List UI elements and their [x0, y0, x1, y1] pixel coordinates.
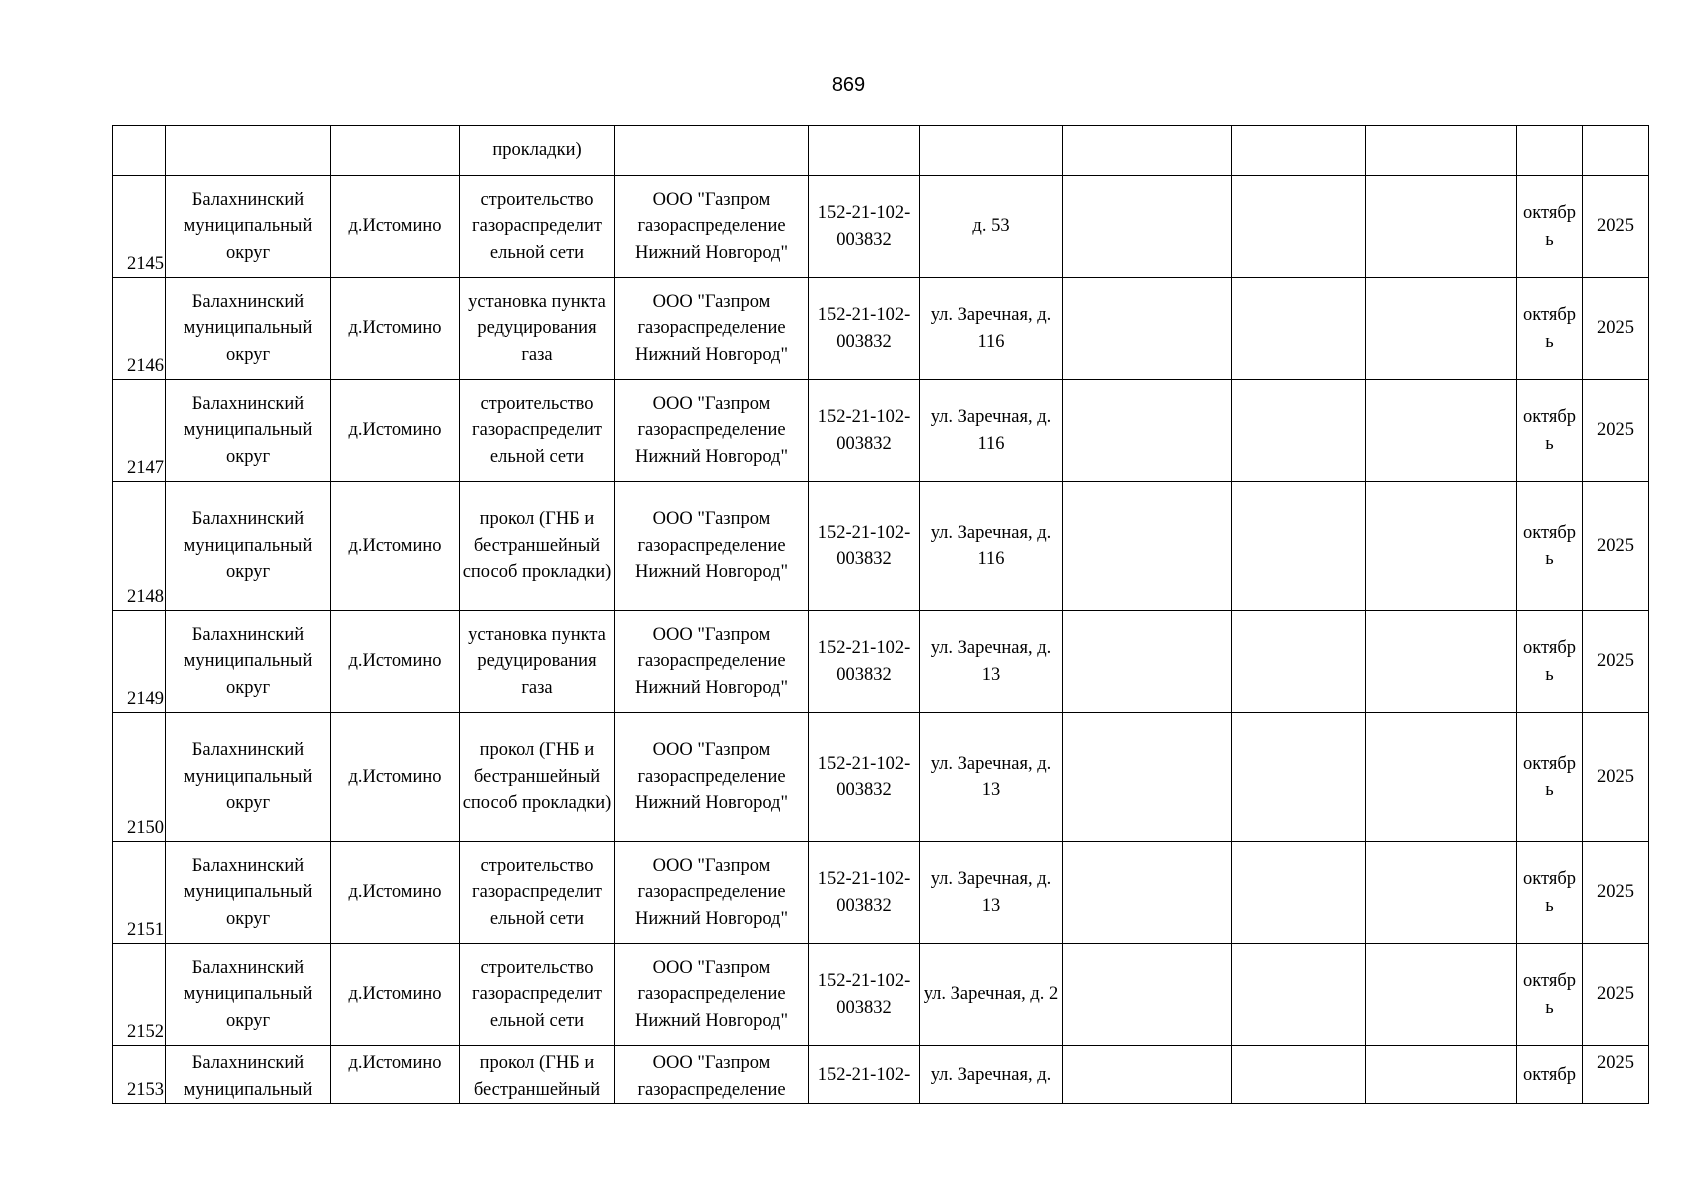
cell-address: д. 53 [920, 176, 1063, 278]
cell-num: 2151 [113, 842, 166, 944]
cell-address [920, 126, 1063, 176]
cell-year: 2025 [1583, 482, 1649, 611]
cell-locality: д.Истомино [331, 176, 460, 278]
cell-month: октябр ь [1517, 278, 1583, 380]
cell-organization [615, 126, 809, 176]
cell-year: 2025 [1583, 176, 1649, 278]
table-body [113, 126, 1649, 1104]
cell-empty-1 [1063, 1046, 1232, 1104]
cell-organization: ООО "Газпром газораспределение Нижний Новгород" [615, 380, 809, 482]
cell-work: прокол (ГНБ и бестраншейный способ прокладки) [460, 713, 615, 842]
cell-code: 152-21-102-003832 [809, 176, 920, 278]
cell-month: октябр ь [1517, 713, 1583, 842]
cell-work: прокол (ГНБ и бестраншейный [460, 1046, 615, 1104]
cell-locality: д.Истомино [331, 611, 460, 713]
cell-num: 2153 [113, 1046, 166, 1104]
cell-year: 2025 [1583, 842, 1649, 944]
registry-table [112, 125, 1649, 1104]
cell-code: 152-21-102-003832 [809, 482, 920, 611]
cell-month: октябр [1517, 1046, 1583, 1104]
cell-code: 152-21-102-003832 [809, 278, 920, 380]
cell-empty-3 [1366, 380, 1517, 482]
cell-work: строительство газораспределит ельной сети [460, 380, 615, 482]
cell-locality: д.Истомино [331, 842, 460, 944]
cell-organization: ООО "Газпром газораспределение Нижний Новгород" [615, 944, 809, 1046]
table-row [113, 944, 1649, 1046]
cell-work: строительство газораспределит ельной сети [460, 944, 615, 1046]
cell-district: Балахнинский муниципальный округ [166, 713, 331, 842]
cell-empty-3 [1366, 713, 1517, 842]
cell-empty-2 [1232, 1046, 1366, 1104]
cell-year: 2025 [1583, 944, 1649, 1046]
cell-code [809, 126, 920, 176]
page-number: 869 [831, 74, 866, 96]
cell-empty-2 [1232, 713, 1366, 842]
cell-address: ул. Заречная, д. 116 [920, 278, 1063, 380]
cell-empty-3 [1366, 611, 1517, 713]
cell-district: Балахнинский муниципальный округ [166, 278, 331, 380]
cell-organization: ООО "Газпром газораспределение [615, 1046, 809, 1104]
cell-empty-2 [1232, 278, 1366, 380]
cell-work: прокол (ГНБ и бестраншейный способ прокладки) [460, 482, 615, 611]
cell-empty-1 [1063, 126, 1232, 176]
cell-locality: д.Истомино [331, 380, 460, 482]
cell-num: 2145 [113, 176, 166, 278]
cell-empty-1 [1063, 944, 1232, 1046]
cell-empty-1 [1063, 482, 1232, 611]
cell-empty-3 [1366, 176, 1517, 278]
cell-num: 2152 [113, 944, 166, 1046]
cell-year: 2025 [1583, 380, 1649, 482]
cell-empty-3 [1366, 1046, 1517, 1104]
cell-district: Балахнинский муниципальный округ [166, 842, 331, 944]
table-row [113, 380, 1649, 482]
cell-empty-2 [1232, 842, 1366, 944]
cell-address: ул. Заречная, д. 13 [920, 842, 1063, 944]
cell-code: 152-21-102-003832 [809, 842, 920, 944]
cell-month: октябр ь [1517, 482, 1583, 611]
cell-code: 152-21-102-003832 [809, 380, 920, 482]
continuation-row [113, 126, 1649, 176]
cell-month: октябр ь [1517, 944, 1583, 1046]
cell-locality: д.Истомино [331, 278, 460, 380]
table-row [113, 176, 1649, 278]
cell-empty-2 [1232, 380, 1366, 482]
cell-empty-1 [1063, 713, 1232, 842]
cell-empty-3 [1366, 482, 1517, 611]
cell-year: 2025 [1583, 611, 1649, 713]
cell-organization: ООО "Газпром газораспределение Нижний Новгород" [615, 176, 809, 278]
cell-code: 152-21-102-003832 [809, 944, 920, 1046]
cell-district: Балахнинский муниципальный округ [166, 176, 331, 278]
cell-code: 152-21-102-003832 [809, 611, 920, 713]
cell-year: 2025 [1583, 1046, 1649, 1104]
cell-address: ул. Заречная, д. [920, 1046, 1063, 1104]
cell-address: ул. Заречная, д. 116 [920, 482, 1063, 611]
cell-num: 2148 [113, 482, 166, 611]
cell-organization: ООО "Газпром газораспределение Нижний Новгород" [615, 842, 809, 944]
cell-empty-1 [1063, 176, 1232, 278]
cell-code: 152-21-102- [809, 1046, 920, 1104]
cell-address: ул. Заречная, д. 13 [920, 713, 1063, 842]
cell-locality: д.Истомино [331, 713, 460, 842]
cell-month [1517, 126, 1583, 176]
cell-empty-1 [1063, 380, 1232, 482]
cell-organization: ООО "Газпром газораспределение Нижний Новгород" [615, 713, 809, 842]
cell-month: октябр ь [1517, 176, 1583, 278]
cell-month: октябр ь [1517, 380, 1583, 482]
cell-work: установка пункта редуцирования газа [460, 278, 615, 380]
cell-organization: ООО "Газпром газораспределение Нижний Новгород" [615, 611, 809, 713]
cell-empty-1 [1063, 611, 1232, 713]
cell-empty-2 [1232, 126, 1366, 176]
cell-district: Балахнинский муниципальный округ [166, 611, 331, 713]
cell-empty-1 [1063, 842, 1232, 944]
cell-num: 2147 [113, 380, 166, 482]
cell-address: ул. Заречная, д. 2 [920, 944, 1063, 1046]
cell-locality: д.Истомино [331, 482, 460, 611]
cell-organization: ООО "Газпром газораспределение Нижний Новгород" [615, 482, 809, 611]
cell-empty-2 [1232, 944, 1366, 1046]
cell-locality [331, 126, 460, 176]
cell-district: Балахнинский муниципальный округ [166, 944, 331, 1046]
cell-empty-1 [1063, 278, 1232, 380]
cell-month: октябр ь [1517, 611, 1583, 713]
table-row [113, 713, 1649, 842]
cell-code: 152-21-102-003832 [809, 713, 920, 842]
cell-empty-3 [1366, 944, 1517, 1046]
cell-locality: д.Истомино [331, 1046, 460, 1104]
cell-empty-2 [1232, 176, 1366, 278]
table-row [113, 842, 1649, 944]
table-row [113, 278, 1649, 380]
cell-year: 2025 [1583, 713, 1649, 842]
cell-month: октябр ь [1517, 842, 1583, 944]
cell-address: ул. Заречная, д. 116 [920, 380, 1063, 482]
cell-empty-3 [1366, 278, 1517, 380]
cell-work: строительство газораспределит ельной сети [460, 842, 615, 944]
cell-district: Балахнинский муниципальный [166, 1046, 331, 1104]
cell-organization: ООО "Газпром газораспределение Нижний Новгород" [615, 278, 809, 380]
table-row [113, 611, 1649, 713]
cell-work: установка пункта редуцирования газа [460, 611, 615, 713]
cell-district: Балахнинский муниципальный округ [166, 482, 331, 611]
cell-address: ул. Заречная, д. 13 [920, 611, 1063, 713]
cell-district: Балахнинский муниципальный округ [166, 380, 331, 482]
cell-year [1583, 126, 1649, 176]
cell-work: строительство газораспределит ельной сети [460, 176, 615, 278]
cell-num: 2146 [113, 278, 166, 380]
cell-empty-3 [1366, 126, 1517, 176]
cell-empty-3 [1366, 842, 1517, 944]
table-row [113, 482, 1649, 611]
cell-num: 2150 [113, 713, 166, 842]
table-row [113, 1046, 1649, 1104]
cell-empty-2 [1232, 611, 1366, 713]
cell-num: 2149 [113, 611, 166, 713]
cell-num [113, 126, 166, 176]
cell-year: 2025 [1583, 278, 1649, 380]
cell-district [166, 126, 331, 176]
cell-empty-2 [1232, 482, 1366, 611]
cell-locality: д.Истомино [331, 944, 460, 1046]
cell-work: прокладки) [460, 126, 615, 176]
